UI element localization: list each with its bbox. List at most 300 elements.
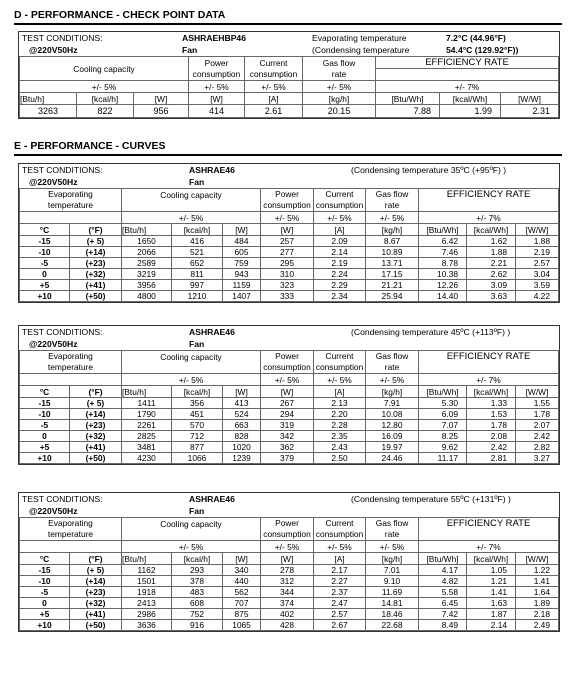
checkpoint-unit: [W] bbox=[134, 93, 189, 105]
cooling-header: Cooling capacity bbox=[122, 189, 261, 201]
table-cell: 2.35 bbox=[314, 431, 366, 442]
curve-block bbox=[18, 163, 560, 303]
table-cell: 6.09 bbox=[419, 409, 467, 420]
table-cell: 2986 bbox=[122, 609, 172, 620]
table-cell: (+23) bbox=[70, 587, 122, 598]
supply-label: @220V50Hz bbox=[29, 177, 78, 187]
tol-cooling: +/- 5% bbox=[20, 81, 189, 93]
eff-header: EFFICIENCY RATE bbox=[376, 57, 559, 69]
table-cell: 2066 bbox=[122, 247, 172, 258]
table-cell: 7.42 bbox=[419, 609, 467, 620]
table-cell: 2.28 bbox=[314, 420, 366, 431]
table-row bbox=[20, 236, 559, 247]
table-cell: 1.62 bbox=[467, 236, 516, 247]
table-cell: 362 bbox=[261, 442, 314, 453]
table-cell: -15 bbox=[20, 236, 70, 247]
table-cell: 378 bbox=[172, 576, 223, 587]
table-cell: 22.68 bbox=[366, 620, 419, 631]
table-cell: 1650 bbox=[122, 236, 172, 247]
unit-celsius: °C bbox=[20, 224, 70, 236]
current-header: Current consumption bbox=[314, 189, 366, 212]
tol-cooling: +/- 5% bbox=[122, 374, 261, 386]
table-cell: 2.21 bbox=[467, 258, 516, 269]
fan-label: Fan bbox=[189, 177, 205, 187]
table-cell: 1162 bbox=[122, 565, 172, 576]
table-cell: -5 bbox=[20, 587, 70, 598]
table-cell: (+23) bbox=[70, 258, 122, 269]
table-cell: 943 bbox=[223, 269, 261, 280]
curve-unit: [Btu/Wh] bbox=[419, 553, 467, 565]
table-cell: -5 bbox=[20, 420, 70, 431]
table-cell: 6.42 bbox=[419, 236, 467, 247]
table-cell: (+14) bbox=[70, 247, 122, 258]
section-d-rule bbox=[14, 23, 562, 25]
table-cell: 1.22 bbox=[516, 565, 559, 576]
section-d-title: D - PERFORMANCE - CHECK POINT DATA bbox=[14, 9, 226, 21]
table-cell: 1020 bbox=[223, 442, 261, 453]
checkpoint-value: 822 bbox=[77, 105, 134, 118]
table-cell: 877 bbox=[172, 442, 223, 453]
table-cell: 916 bbox=[172, 620, 223, 631]
table-cell: 413 bbox=[223, 398, 261, 409]
table-cell: 428 bbox=[261, 620, 314, 631]
checkpoint-table bbox=[19, 56, 559, 118]
table-cell: (+50) bbox=[70, 291, 122, 302]
current-header: Current consumption bbox=[245, 57, 303, 81]
condensing-temperature: (Condensing temperature 35ºC (+95ºF) ) bbox=[351, 165, 507, 175]
table-cell: 2.19 bbox=[314, 258, 366, 269]
gas-header: Gas flow rate bbox=[303, 57, 376, 81]
curve-unit: [W] bbox=[223, 386, 261, 398]
table-cell: -10 bbox=[20, 576, 70, 587]
condensing-temperature: (Condensing temperature 55ºC (+131ºF) ) bbox=[351, 494, 511, 504]
curve-unit: [W/W] bbox=[516, 386, 559, 398]
curve-unit: [A] bbox=[314, 386, 366, 398]
checkpoint-unit: [A] bbox=[245, 93, 303, 105]
table-cell: 7.01 bbox=[366, 565, 419, 576]
table-cell: 3.04 bbox=[516, 269, 559, 280]
table-cell: 1.41 bbox=[516, 576, 559, 587]
table-cell: 811 bbox=[172, 269, 223, 280]
table-cell: 3219 bbox=[122, 269, 172, 280]
curve-table bbox=[19, 188, 559, 302]
supply-label: @220V50Hz bbox=[29, 45, 78, 55]
table-row bbox=[20, 280, 559, 291]
unit-fahrenheit: (°F) bbox=[70, 553, 122, 565]
table-cell: 1.33 bbox=[467, 398, 516, 409]
table-cell: 605 bbox=[223, 247, 261, 258]
table-cell: 293 bbox=[172, 565, 223, 576]
table-cell: 2.14 bbox=[314, 247, 366, 258]
table-cell: 310 bbox=[261, 269, 314, 280]
table-row bbox=[20, 258, 559, 269]
table-cell: 3481 bbox=[122, 442, 172, 453]
table-cell: 16.09 bbox=[366, 431, 419, 442]
table-cell: 333 bbox=[261, 291, 314, 302]
tol-eff: +/- 7% bbox=[419, 212, 559, 224]
curve-unit: [A] bbox=[314, 553, 366, 565]
table-cell: 570 bbox=[172, 420, 223, 431]
gas-header: Gas flow rate bbox=[366, 518, 419, 541]
table-cell: 2.27 bbox=[314, 576, 366, 587]
cond-label: (Condensing temperature bbox=[312, 45, 410, 55]
table-cell: 14.81 bbox=[366, 598, 419, 609]
table-cell: 2.20 bbox=[314, 409, 366, 420]
section-e-title: E - PERFORMANCE - CURVES bbox=[14, 140, 166, 152]
table-cell: 1.88 bbox=[516, 236, 559, 247]
table-cell: 6.45 bbox=[419, 598, 467, 609]
curve-unit: [kcal/Wh] bbox=[467, 386, 516, 398]
table-cell: 2.08 bbox=[467, 431, 516, 442]
test-conditions-label: TEST CONDITIONS: bbox=[22, 494, 103, 504]
table-cell: 344 bbox=[261, 587, 314, 598]
table-cell: 8.78 bbox=[419, 258, 467, 269]
table-cell: 3.59 bbox=[516, 280, 559, 291]
tol-gas: +/- 5% bbox=[366, 541, 419, 553]
table-cell: 1239 bbox=[223, 453, 261, 464]
unit-fahrenheit: (°F) bbox=[70, 224, 122, 236]
table-cell: 340 bbox=[223, 565, 261, 576]
tol-cooling: +/- 5% bbox=[122, 541, 261, 553]
test-conditions-label: TEST CONDITIONS: bbox=[22, 33, 103, 43]
table-row bbox=[20, 620, 559, 631]
table-cell: 342 bbox=[261, 431, 314, 442]
gas-header: Gas flow rate bbox=[366, 351, 419, 374]
table-cell: (+50) bbox=[70, 453, 122, 464]
cooling-header: Cooling capacity bbox=[122, 518, 261, 530]
table-cell: 2.57 bbox=[516, 258, 559, 269]
checkpoint-unit: [W/W] bbox=[501, 93, 559, 105]
table-cell: 4.82 bbox=[419, 576, 467, 587]
curve-unit: [Btu/Wh] bbox=[419, 386, 467, 398]
evap-header: Evaporating temperature bbox=[20, 351, 122, 374]
table-cell: 13.71 bbox=[366, 258, 419, 269]
table-cell: 2.43 bbox=[314, 442, 366, 453]
curve-table bbox=[19, 517, 559, 631]
table-row bbox=[20, 453, 559, 464]
checkpoint-value: 3263 bbox=[20, 105, 77, 118]
table-row bbox=[20, 442, 559, 453]
tol-current: +/- 5% bbox=[245, 81, 303, 93]
table-cell: 2.42 bbox=[467, 442, 516, 453]
curve-unit: [kcal/Wh] bbox=[467, 553, 516, 565]
table-cell: 402 bbox=[261, 609, 314, 620]
checkpoint-unit: [Btu/Wh] bbox=[376, 93, 440, 105]
table-cell: 997 bbox=[172, 280, 223, 291]
curve-unit: [kcal/h] bbox=[172, 224, 223, 236]
table-cell: 440 bbox=[223, 576, 261, 587]
table-cell: 12.80 bbox=[366, 420, 419, 431]
table-cell: 2.37 bbox=[314, 587, 366, 598]
table-cell: 312 bbox=[261, 576, 314, 587]
current-header: Current consumption bbox=[314, 351, 366, 374]
table-cell: 10.08 bbox=[366, 409, 419, 420]
table-cell: 483 bbox=[172, 587, 223, 598]
table-cell: 4.22 bbox=[516, 291, 559, 302]
table-cell: 1210 bbox=[172, 291, 223, 302]
table-row bbox=[20, 269, 559, 280]
tol-current: +/- 5% bbox=[314, 212, 366, 224]
condensing-temperature: (Condensing temperature 45ºC (+113ºF) ) bbox=[351, 327, 511, 337]
table-cell: 2.81 bbox=[467, 453, 516, 464]
table-cell: (+14) bbox=[70, 409, 122, 420]
curve-unit: [W] bbox=[261, 553, 314, 565]
curve-unit: [kcal/Wh] bbox=[467, 224, 516, 236]
curve-unit: [kg/h] bbox=[366, 553, 419, 565]
table-cell: 1407 bbox=[223, 291, 261, 302]
table-cell: 4800 bbox=[122, 291, 172, 302]
table-cell: 379 bbox=[261, 453, 314, 464]
checkpoint-unit: [Btu/h] bbox=[20, 93, 77, 105]
curve-block bbox=[18, 325, 560, 465]
table-row bbox=[20, 565, 559, 576]
table-cell: 5.58 bbox=[419, 587, 467, 598]
evap-header: Evaporating temperature bbox=[20, 189, 122, 212]
tol-gas: +/- 5% bbox=[366, 374, 419, 386]
test-conditions-label: TEST CONDITIONS: bbox=[22, 327, 103, 337]
evap-header: Evaporating temperature bbox=[20, 518, 122, 541]
table-cell: 257 bbox=[261, 236, 314, 247]
eff-header: EFFICIENCY RATE bbox=[419, 189, 559, 201]
curve-conditions bbox=[19, 164, 559, 188]
evap-value: 7.2°C (44.96°F) bbox=[446, 33, 506, 43]
table-cell: 10.89 bbox=[366, 247, 419, 258]
table-cell: 9.62 bbox=[419, 442, 467, 453]
current-header: Current consumption bbox=[314, 518, 366, 541]
table-cell: 1501 bbox=[122, 576, 172, 587]
table-cell: +10 bbox=[20, 453, 70, 464]
table-cell: 5.30 bbox=[419, 398, 467, 409]
cooling-header: Cooling capacity bbox=[122, 351, 261, 363]
table-cell: 1790 bbox=[122, 409, 172, 420]
curve-unit: [W] bbox=[261, 224, 314, 236]
checkpoint-unit: [W] bbox=[189, 93, 245, 105]
table-cell: 524 bbox=[223, 409, 261, 420]
tol-power: +/- 5% bbox=[189, 81, 245, 93]
table-cell: 319 bbox=[261, 420, 314, 431]
table-cell: 2.17 bbox=[314, 565, 366, 576]
table-cell: 277 bbox=[261, 247, 314, 258]
checkpoint-value: 956 bbox=[134, 105, 189, 118]
table-cell: 9.10 bbox=[366, 576, 419, 587]
table-cell: 2413 bbox=[122, 598, 172, 609]
tol-eff: +/- 7% bbox=[419, 541, 559, 553]
table-cell: 8.67 bbox=[366, 236, 419, 247]
unit-fahrenheit: (°F) bbox=[70, 386, 122, 398]
curve-conditions bbox=[19, 493, 559, 517]
table-cell: 278 bbox=[261, 565, 314, 576]
table-cell: 2.67 bbox=[314, 620, 366, 631]
table-cell: (+23) bbox=[70, 420, 122, 431]
checkpoint-unit: [kg/h] bbox=[303, 93, 376, 105]
tol-cooling: +/- 5% bbox=[122, 212, 261, 224]
table-cell: +5 bbox=[20, 280, 70, 291]
table-cell: 374 bbox=[261, 598, 314, 609]
eff-header: EFFICIENCY RATE bbox=[419, 518, 559, 530]
table-row bbox=[20, 576, 559, 587]
table-cell: 3636 bbox=[122, 620, 172, 631]
table-cell: (+ 5) bbox=[70, 565, 122, 576]
model-name: ASHRAE46 bbox=[189, 327, 235, 337]
checkpoint-conditions bbox=[19, 32, 559, 56]
checkpoint-values-row bbox=[20, 105, 559, 118]
table-cell: 2589 bbox=[122, 258, 172, 269]
table-cell: 295 bbox=[261, 258, 314, 269]
tol-current: +/- 5% bbox=[314, 541, 366, 553]
table-cell: 3956 bbox=[122, 280, 172, 291]
section-e-rule bbox=[14, 154, 562, 156]
table-cell: 2.57 bbox=[314, 609, 366, 620]
table-cell: 1159 bbox=[223, 280, 261, 291]
table-cell: 828 bbox=[223, 431, 261, 442]
table-cell: 1.41 bbox=[467, 587, 516, 598]
table-cell: (+ 5) bbox=[70, 236, 122, 247]
table-cell: 1.78 bbox=[467, 420, 516, 431]
table-cell: 416 bbox=[172, 236, 223, 247]
table-cell: 2.29 bbox=[314, 280, 366, 291]
table-row bbox=[20, 409, 559, 420]
table-row bbox=[20, 420, 559, 431]
tol-power: +/- 5% bbox=[261, 374, 314, 386]
table-cell: (+32) bbox=[70, 598, 122, 609]
table-cell: 7.91 bbox=[366, 398, 419, 409]
table-cell: 2.42 bbox=[516, 431, 559, 442]
supply-label: @220V50Hz bbox=[29, 339, 78, 349]
table-cell: +10 bbox=[20, 620, 70, 631]
table-cell: 2.07 bbox=[516, 420, 559, 431]
table-cell: (+32) bbox=[70, 269, 122, 280]
cooling-header: Cooling capacity bbox=[20, 57, 189, 81]
eff-header: EFFICIENCY RATE bbox=[419, 351, 559, 363]
curve-unit: [W] bbox=[261, 386, 314, 398]
table-cell: 0 bbox=[20, 431, 70, 442]
table-cell: 0 bbox=[20, 598, 70, 609]
curve-unit: [W] bbox=[223, 553, 261, 565]
table-cell: 7.07 bbox=[419, 420, 467, 431]
table-cell: 2.82 bbox=[516, 442, 559, 453]
tol-power: +/- 5% bbox=[261, 212, 314, 224]
table-cell: (+ 5) bbox=[70, 398, 122, 409]
fan-label: Fan bbox=[189, 339, 205, 349]
curve-unit: [Btu/Wh] bbox=[419, 224, 467, 236]
tol-gas: +/- 5% bbox=[366, 212, 419, 224]
unit-celsius: °C bbox=[20, 386, 70, 398]
fan-label: Fan bbox=[182, 45, 198, 55]
model-name: ASHRAE46 bbox=[189, 165, 235, 175]
table-cell: 8.49 bbox=[419, 620, 467, 631]
table-cell: 1918 bbox=[122, 587, 172, 598]
table-cell: (+41) bbox=[70, 280, 122, 291]
tol-eff: +/- 7% bbox=[419, 374, 559, 386]
curve-unit: [Btu/h] bbox=[122, 553, 172, 565]
table-cell: -10 bbox=[20, 247, 70, 258]
tol-power: +/- 5% bbox=[261, 541, 314, 553]
table-cell: -15 bbox=[20, 565, 70, 576]
tol-eff: +/- 7% bbox=[376, 81, 559, 93]
curve-unit: [W/W] bbox=[516, 553, 559, 565]
table-cell: 8.25 bbox=[419, 431, 467, 442]
power-header: Power consumption bbox=[261, 351, 314, 374]
table-cell: 12.26 bbox=[419, 280, 467, 291]
test-conditions-label: TEST CONDITIONS: bbox=[22, 165, 103, 175]
table-cell: (+50) bbox=[70, 620, 122, 631]
table-cell: 2.47 bbox=[314, 598, 366, 609]
curve-unit: [kg/h] bbox=[366, 224, 419, 236]
tol-gas: +/- 5% bbox=[303, 81, 376, 93]
checkpoint-unit: [kcal/Wh] bbox=[440, 93, 501, 105]
table-cell: 2.49 bbox=[516, 620, 559, 631]
checkpoint-value: 414 bbox=[189, 105, 245, 118]
table-cell: 25.94 bbox=[366, 291, 419, 302]
fan-label: Fan bbox=[189, 506, 205, 516]
table-cell: -15 bbox=[20, 398, 70, 409]
table-cell: 7.46 bbox=[419, 247, 467, 258]
curve-unit: [Btu/h] bbox=[122, 224, 172, 236]
curve-unit: [Btu/h] bbox=[122, 386, 172, 398]
table-cell: 707 bbox=[223, 598, 261, 609]
table-cell: +10 bbox=[20, 291, 70, 302]
curve-unit: [A] bbox=[314, 224, 366, 236]
table-cell: 2.19 bbox=[516, 247, 559, 258]
table-cell: 10.38 bbox=[419, 269, 467, 280]
table-cell: 3.09 bbox=[467, 280, 516, 291]
table-cell: 1.63 bbox=[467, 598, 516, 609]
power-header: Power consumption bbox=[189, 57, 245, 81]
table-cell: 2.62 bbox=[467, 269, 516, 280]
table-cell: 1.53 bbox=[467, 409, 516, 420]
model-name: ASHRAE46 bbox=[189, 494, 235, 504]
curve-unit: [kcal/h] bbox=[172, 553, 223, 565]
table-cell: 1.78 bbox=[516, 409, 559, 420]
table-cell: 0 bbox=[20, 269, 70, 280]
curve-unit: [kg/h] bbox=[366, 386, 419, 398]
table-cell: 712 bbox=[172, 431, 223, 442]
table-cell: (+41) bbox=[70, 442, 122, 453]
table-cell: 11.69 bbox=[366, 587, 419, 598]
cond-value: 54.4°C (129.92°F)) bbox=[446, 45, 519, 55]
table-cell: 4.17 bbox=[419, 565, 467, 576]
table-cell: 11.17 bbox=[419, 453, 467, 464]
tol-current: +/- 5% bbox=[314, 374, 366, 386]
table-cell: 24.46 bbox=[366, 453, 419, 464]
table-cell: 1.88 bbox=[467, 247, 516, 258]
table-cell: 1.21 bbox=[467, 576, 516, 587]
table-cell: 18.46 bbox=[366, 609, 419, 620]
table-row bbox=[20, 431, 559, 442]
table-cell: 2.14 bbox=[467, 620, 516, 631]
table-cell: 521 bbox=[172, 247, 223, 258]
table-cell: 2.13 bbox=[314, 398, 366, 409]
checkpoint-value: 1.99 bbox=[440, 105, 501, 118]
table-cell: 1.89 bbox=[516, 598, 559, 609]
table-cell: 2.50 bbox=[314, 453, 366, 464]
table-cell: 14.40 bbox=[419, 291, 467, 302]
model-name: ASHRAEHBP46 bbox=[182, 33, 246, 43]
table-cell: 1411 bbox=[122, 398, 172, 409]
curve-unit: [kcal/h] bbox=[172, 386, 223, 398]
table-cell: (+14) bbox=[70, 576, 122, 587]
table-cell: 1066 bbox=[172, 453, 223, 464]
table-cell: 1065 bbox=[223, 620, 261, 631]
table-cell: 2.34 bbox=[314, 291, 366, 302]
curve-conditions bbox=[19, 326, 559, 350]
checkpoint-block bbox=[18, 31, 560, 119]
table-cell: 1.87 bbox=[467, 609, 516, 620]
table-row bbox=[20, 587, 559, 598]
curve-table bbox=[19, 350, 559, 464]
table-cell: 652 bbox=[172, 258, 223, 269]
checkpoint-value: 2.61 bbox=[245, 105, 303, 118]
